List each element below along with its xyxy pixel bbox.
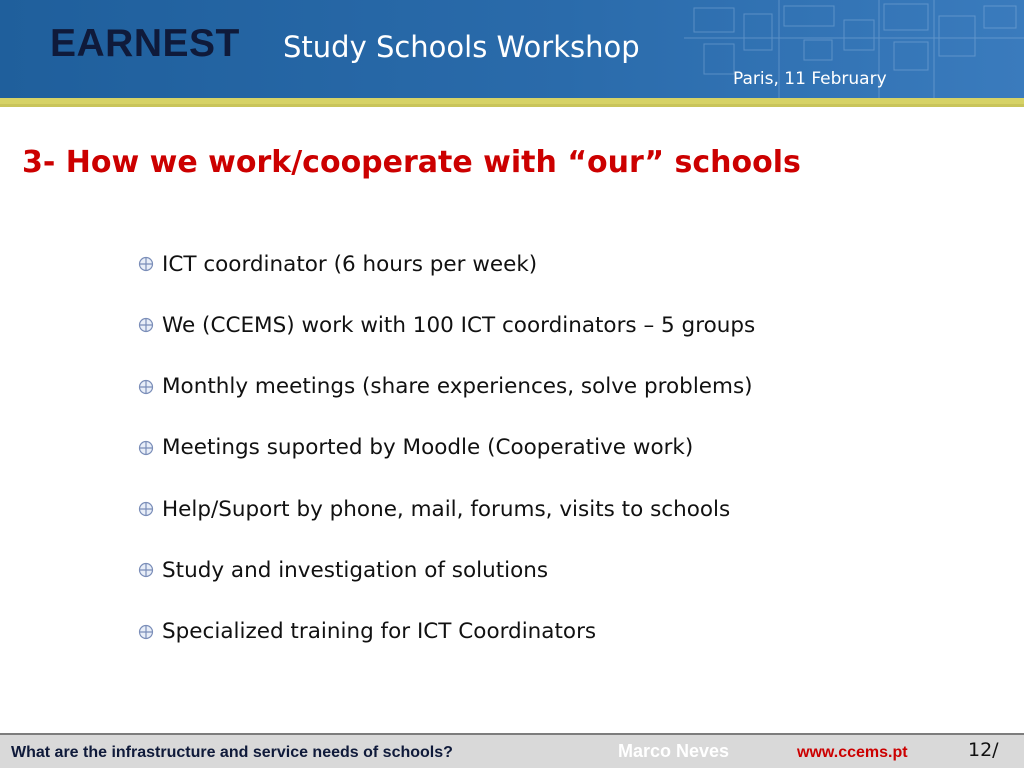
list-item [138, 307, 755, 343]
bullet-text: Meetings suported by Moodle (Cooperative work) [162, 435, 694, 461]
bullet-text: We (CCEMS) work with 100 ICT coordinators – 5 groups [162, 312, 756, 338]
bullet-text: Specialized training for ICT Coordinators [162, 619, 597, 645]
footer-question: What are the infrastructure and service needs of schools? [11, 744, 453, 761]
crosshair-bullet-icon [138, 317, 154, 333]
footer-bar [0, 733, 1024, 768]
crosshair-bullet-icon [138, 501, 154, 517]
event-name: Study Schools Workshop [283, 30, 640, 64]
header-accent-line [0, 104, 1024, 107]
list-item [138, 369, 755, 405]
bullet-text: Monthly meetings (share experiences, solve problems) [162, 374, 753, 400]
list-item [138, 246, 755, 282]
event-date: Paris, 11 February [733, 69, 887, 89]
list-item [138, 614, 755, 650]
slide-title: 3- How we work/cooperate with “our” schools [22, 145, 801, 180]
crosshair-bullet-icon [138, 562, 154, 578]
bullet-text: ICT coordinator (6 hours per week) [162, 251, 538, 277]
bullet-text: Help/Suport by phone, mail, forums, visits to schools [162, 496, 731, 522]
brand-name: EARNEST [50, 22, 240, 65]
page-number: 12/ [968, 739, 999, 761]
crosshair-bullet-icon [138, 440, 154, 456]
crosshair-bullet-icon [138, 624, 154, 640]
crosshair-bullet-icon [138, 256, 154, 272]
bullet-text: Study and investigation of solutions [162, 557, 549, 583]
header-banner [0, 0, 1024, 98]
crosshair-bullet-icon [138, 379, 154, 395]
list-item [138, 491, 755, 527]
footer-url-link[interactable]: www.ccems.pt [797, 744, 908, 761]
list-item [138, 552, 755, 588]
list-item [138, 430, 755, 466]
bullet-list [138, 246, 755, 675]
footer-author: Marco Neves [618, 741, 730, 761]
